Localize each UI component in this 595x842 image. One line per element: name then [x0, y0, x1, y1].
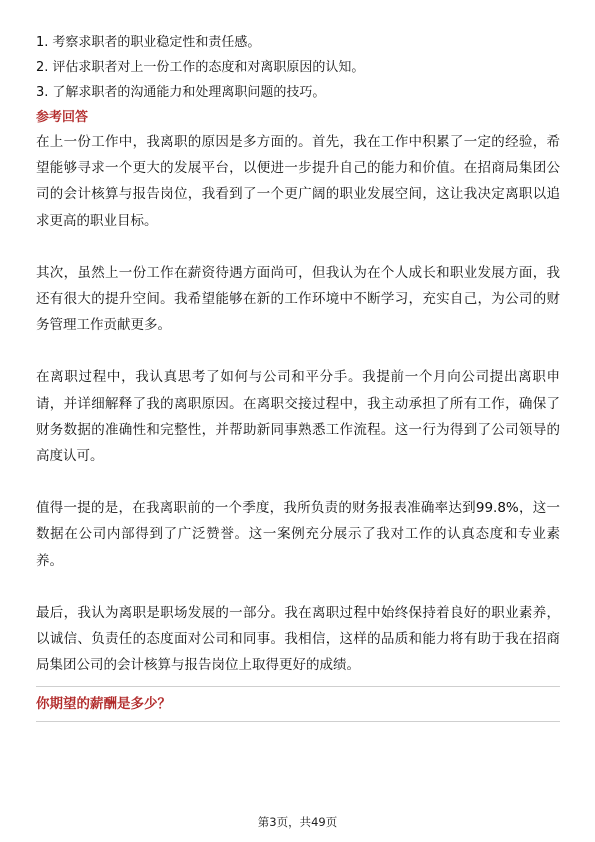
- list-item: [36, 55, 560, 80]
- answer-paragraph: 在上一份工作中，我离职的原因是多方面的。首先，我在工作中积累了一定的经验，希望能够寻求一个更大的发展平台，以便进一步提升自己的能力和价值。在招商局集团公司的会计核算与报告岗位，我看到了一个更广阔的职业发展空间，这让我决定离职以追求更高的职业目标。: [36, 134, 560, 229]
- section-divider: [36, 721, 560, 722]
- list-item: [36, 30, 560, 55]
- answer-paragraph: 在离职过程中，我认真思考了如何与公司和平分手。我提前一个月向公司提出离职申请，并详细解释了我的离职原因。在离职交接过程中，我主动承担了所有工作，确保了财务数据的准确性和完整性，并帮助新同事熟悉工作流程。这一行为得到了公司领导的高度认可。: [36, 369, 560, 465]
- list-item: [36, 80, 560, 105]
- answer-paragraph: 最后，我认为离职是职场发展的一部分。我在离职过程中始终保持着良好的职业素养，以诚信、负责任的态度面对公司和同事。我相信，这样的品质和能力将有助于我在招商局集团公司的会计核算与报告岗位上取得更好的成绩。: [36, 604, 560, 674]
- answer-paragraph: 其次，虽然上一份工作在薪资待遇方面尚可，但我认为在个人成长和职业发展方面，我还有很大的提升空间。我希望能够在新的工作环境中不断学习，充实自己，为公司的财务管理工作贡献更多。: [36, 264, 560, 334]
- answer-paragraph: 值得一提的是，在我离职前的一个季度，我所负责的财务报表准确率达到99.8%，这一数据在公司内部得到了广泛赞誉。这一案例充分展示了我对工作的认真态度和专业素养。: [36, 500, 560, 569]
- list-item-number: 2.: [36, 60, 49, 75]
- list-item-number: 1.: [36, 35, 49, 50]
- list-item-text: 了解求职者的沟通能力和处理离职问题的技巧。: [52, 85, 326, 100]
- list-item-number: 3.: [36, 85, 49, 100]
- list-item-text: 考察求职者的职业稳定性和责任感。: [52, 35, 261, 50]
- page-content: [36, 30, 560, 722]
- answer-section-label: 参考回答: [36, 110, 89, 125]
- section-divider: [36, 686, 560, 687]
- page-footer: 第3页，共49页: [257, 815, 338, 829]
- next-question-heading: 你期望的薪酬是多少？: [36, 696, 171, 713]
- list-item-text: 评估求职者对上一份工作的态度和对离职原因的认知。: [52, 60, 365, 75]
